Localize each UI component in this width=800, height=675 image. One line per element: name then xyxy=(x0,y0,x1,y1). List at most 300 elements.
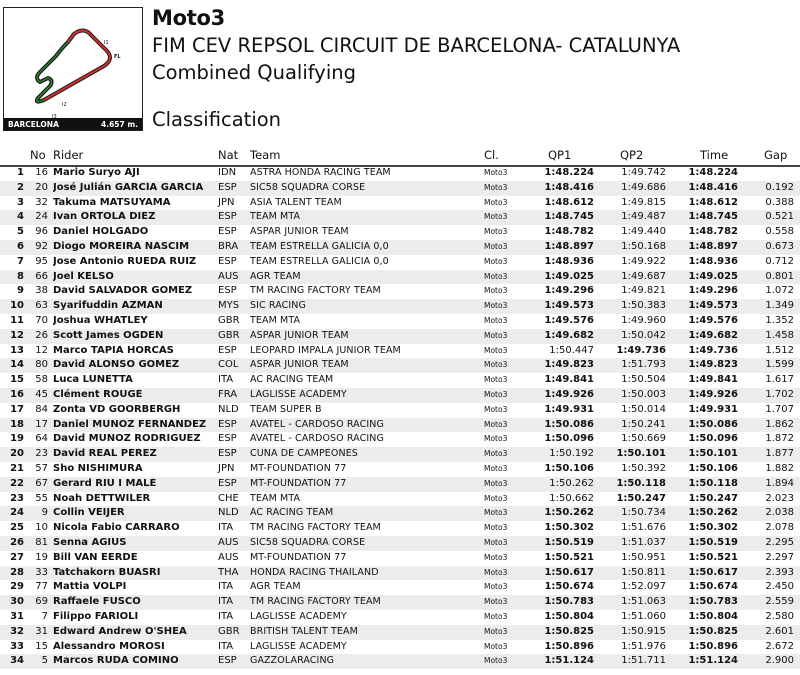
cell-nat: ITA xyxy=(218,640,234,652)
cell-time: 1:48.745 xyxy=(688,211,738,223)
cell-cl: Moto3 xyxy=(484,345,508,355)
cell-team: MT-FOUNDATION 77 xyxy=(250,477,347,489)
cell-gap: 1.702 xyxy=(765,388,794,400)
table-row xyxy=(0,210,800,225)
cell-gap: 0.673 xyxy=(765,240,794,252)
cell-qp2: 1:50.915 xyxy=(621,625,666,637)
cell-rider: José Julián GARCÍA GARCÍA xyxy=(53,181,204,193)
cell-qp1: 1:50.086 xyxy=(544,418,594,430)
cell-pos: 27 xyxy=(10,551,24,563)
cell-no: 70 xyxy=(35,314,48,326)
cell-cl: Moto3 xyxy=(484,286,508,296)
cell-qp2: 1:50.951 xyxy=(621,551,666,563)
cell-qp2: 1:49.960 xyxy=(621,314,666,326)
cell-nat: AUS xyxy=(218,551,239,563)
cell-team: TEAM MTA xyxy=(250,314,301,326)
cell-qp1: 1:49.296 xyxy=(544,285,594,297)
cell-team: TEAM ESTRELLA GALICIA 0,0 xyxy=(250,255,389,267)
cell-nat: NLD xyxy=(218,507,239,519)
table-row xyxy=(0,314,800,329)
cell-no: 66 xyxy=(35,270,48,282)
cell-qp2: 1:49.687 xyxy=(621,270,666,282)
cell-pos: 1 xyxy=(17,167,24,178)
cell-no: 24 xyxy=(35,211,48,223)
cell-cl: Moto3 xyxy=(484,419,508,429)
cell-rider: Joshua WHATLEY xyxy=(53,314,148,326)
cell-team: MT-FOUNDATION 77 xyxy=(250,551,347,563)
cell-qp2: 1:50.811 xyxy=(621,566,666,578)
table-row xyxy=(0,255,800,270)
cell-cl: Moto3 xyxy=(484,404,508,414)
cell-rider: Zonta VD GOORBERGH xyxy=(53,403,181,415)
cell-gap: 2.580 xyxy=(765,610,794,622)
cell-time: 1:50.783 xyxy=(688,596,738,608)
category-title: Moto3 xyxy=(152,6,225,30)
cell-qp2: 1:50.118 xyxy=(616,477,666,489)
cell-no: 95 xyxy=(35,255,48,267)
cell-qp2: 1:49.821 xyxy=(621,285,666,297)
table-row xyxy=(0,358,800,373)
cell-qp1: 1:50.521 xyxy=(544,551,594,563)
cell-qp2: 1:49.815 xyxy=(621,196,666,208)
cell-team: SIC RACING xyxy=(250,300,306,312)
cell-nat: ESP xyxy=(218,211,237,223)
cell-qp2: 1:49.686 xyxy=(621,181,666,193)
table-row xyxy=(0,640,800,655)
cell-nat: ESP xyxy=(218,477,237,489)
map-label-i1: I1 xyxy=(104,40,109,46)
cell-cl: Moto3 xyxy=(484,493,508,503)
cell-time: 1:51.124 xyxy=(688,655,738,667)
cell-team: LAGLISSE ACADEMY xyxy=(250,610,347,622)
cell-no: 55 xyxy=(35,492,48,504)
cell-rider: David SALVADOR GÓMEZ xyxy=(53,285,193,297)
cell-time: 1:50.674 xyxy=(688,581,738,593)
cell-time: 1:49.573 xyxy=(688,300,738,312)
cell-time: 1:50.096 xyxy=(688,433,738,445)
cell-team: AGR TEAM xyxy=(250,270,301,282)
cell-rider: David REAL PÉREZ xyxy=(53,448,157,460)
cell-time: 1:49.841 xyxy=(688,374,738,386)
cell-qp2: 1:49.742 xyxy=(621,167,666,178)
cell-nat: ESP xyxy=(218,181,237,193)
cell-rider: Mario Suryo AJI xyxy=(53,167,140,178)
cell-rider: Diogo MOREIRA NASCIM xyxy=(53,240,190,252)
col-nat: Nat xyxy=(218,148,239,162)
cell-nat: AUS xyxy=(218,536,239,548)
cell-qp1: 1:49.926 xyxy=(544,388,594,400)
cell-cl: Moto3 xyxy=(484,523,508,533)
cell-nat: IDN xyxy=(218,167,237,178)
cell-qp1: 1:49.573 xyxy=(544,300,594,312)
table-row xyxy=(0,506,800,521)
map-label-fl: FL xyxy=(114,54,121,60)
cell-qp1: 1:50.096 xyxy=(544,433,594,445)
cell-gap: 1.458 xyxy=(765,329,794,341)
cell-no: 7 xyxy=(41,610,48,622)
cell-qp1: 1:48.416 xyxy=(544,181,594,193)
table-row xyxy=(0,344,800,359)
cell-nat: FRA xyxy=(218,388,238,400)
cell-nat: JPN xyxy=(218,196,235,208)
cell-cl: Moto3 xyxy=(484,582,508,592)
cell-gap: 1.862 xyxy=(765,418,794,430)
cell-gap: 2.023 xyxy=(765,492,794,504)
circuit-footer xyxy=(4,118,142,130)
cell-nat: COL xyxy=(218,359,239,371)
cell-no: 67 xyxy=(35,477,48,489)
cell-qp2: 1:50.734 xyxy=(621,507,666,519)
cell-cl: Moto3 xyxy=(484,271,508,281)
cell-rider: Scott James OGDEN xyxy=(53,329,164,341)
cell-qp2: 1:51.711 xyxy=(621,655,666,667)
col-team: Team xyxy=(250,148,281,162)
table-row xyxy=(0,329,800,344)
table-row xyxy=(0,418,800,433)
cell-qp1: 1:50.447 xyxy=(549,344,594,356)
cell-gap: 0.192 xyxy=(765,181,794,193)
cell-qp2: 1:50.669 xyxy=(621,433,666,445)
cell-time: 1:50.302 xyxy=(688,522,738,534)
table-row xyxy=(0,477,800,492)
cell-team: ASPAR JUNIOR TEAM xyxy=(250,359,349,371)
cell-qp2: 1:50.003 xyxy=(621,388,666,400)
cell-no: 9 xyxy=(41,507,48,519)
cell-cl: Moto3 xyxy=(484,611,508,621)
cell-gap: 1.877 xyxy=(765,448,794,460)
cell-qp2: 1:50.383 xyxy=(621,300,666,312)
table-row xyxy=(0,595,800,610)
cell-cl: Moto3 xyxy=(484,212,508,222)
cell-qp2: 1:50.504 xyxy=(621,374,666,386)
cell-pos: 10 xyxy=(10,300,24,312)
cell-no: 31 xyxy=(35,625,48,637)
cell-nat: ITA xyxy=(218,522,234,534)
cell-pos: 8 xyxy=(17,270,24,282)
cell-gap: 0.801 xyxy=(765,270,794,282)
cell-team: LAGLISSE ACADEMY xyxy=(250,388,347,400)
cell-nat: ESP xyxy=(218,448,237,460)
cell-gap: 1.072 xyxy=(765,285,794,297)
table-row xyxy=(0,240,800,255)
cell-pos: 13 xyxy=(10,344,24,356)
table-row xyxy=(0,181,800,196)
cell-pos: 34 xyxy=(10,655,24,667)
cell-pos: 2 xyxy=(17,181,24,193)
cell-gap: 2.295 xyxy=(765,536,794,548)
cell-rider: Marcos RUDA COMINO xyxy=(53,655,179,667)
cell-time: 1:50.262 xyxy=(688,507,738,519)
cell-qp1: 1:48.897 xyxy=(544,240,594,252)
cell-time: 1:49.296 xyxy=(688,285,738,297)
cell-rider: Syarifuddin AZMAN xyxy=(53,300,163,312)
cell-qp2: 1:50.247 xyxy=(616,492,666,504)
cell-rider: Bill VAN EERDE xyxy=(53,551,138,563)
cell-cl: Moto3 xyxy=(484,197,508,207)
cell-rider: Daniel MUÑOZ FERNÁNDEZ xyxy=(53,418,207,430)
cell-no: 80 xyxy=(35,359,48,371)
cell-qp2: 1:51.793 xyxy=(621,359,666,371)
cell-qp1: 1:50.896 xyxy=(544,640,594,652)
cell-time: 1:50.247 xyxy=(688,492,738,504)
cell-rider: David MUÑOZ RODRÍGUEZ xyxy=(53,433,201,445)
cell-time: 1:50.118 xyxy=(688,477,738,489)
cell-qp1: 1:49.931 xyxy=(544,403,594,415)
cell-rider: Ivan ORTOLÁ DIEZ xyxy=(53,211,156,223)
cell-qp2: 1:50.014 xyxy=(621,403,666,415)
cell-qp2: 1:51.060 xyxy=(621,610,666,622)
map-label-i2: I2 xyxy=(62,102,67,108)
cell-qp1: 1:48.612 xyxy=(544,196,594,208)
cell-cl: Moto3 xyxy=(484,241,508,251)
cell-team: TM RACING FACTORY TEAM xyxy=(250,285,381,297)
cell-cl: Moto3 xyxy=(484,375,508,385)
cell-gap: 2.601 xyxy=(765,625,794,637)
cell-team: SIC58 SQUADRA CORSE xyxy=(250,181,366,193)
cell-pos: 19 xyxy=(10,433,24,445)
cell-time: 1:50.896 xyxy=(688,640,738,652)
cell-cl: Moto3 xyxy=(484,508,508,518)
col-cl: Cl. xyxy=(484,148,499,162)
cell-no: 69 xyxy=(35,596,48,608)
cell-cl: Moto3 xyxy=(484,227,508,237)
cell-no: 15 xyxy=(35,640,48,652)
cell-team: AC RACING TEAM xyxy=(250,507,334,519)
cell-no: 33 xyxy=(35,566,48,578)
table-row xyxy=(0,270,800,285)
cell-qp2: 1:51.063 xyxy=(621,596,666,608)
map-label-i3: I3 xyxy=(52,114,57,118)
cell-time: 1:48.224 xyxy=(688,167,738,178)
cell-no: 81 xyxy=(35,536,48,548)
cell-pos: 14 xyxy=(10,359,24,371)
cell-no: 10 xyxy=(35,522,48,534)
cell-pos: 30 xyxy=(10,596,24,608)
cell-nat: ITA xyxy=(218,374,234,386)
table-row xyxy=(0,284,800,299)
cell-qp1: 1:50.617 xyxy=(544,566,594,578)
table-row xyxy=(0,373,800,388)
cell-qp2: 1:51.976 xyxy=(621,640,666,652)
cell-no: 64 xyxy=(35,433,48,445)
cell-gap: 1.349 xyxy=(765,300,794,312)
table-row xyxy=(0,403,800,418)
cell-cl: Moto3 xyxy=(484,641,508,651)
cell-team: BRITISH TALENT TEAM xyxy=(250,625,358,637)
cell-cl: Moto3 xyxy=(484,168,508,177)
table-row xyxy=(0,462,800,477)
cell-time: 1:50.101 xyxy=(688,448,738,460)
cell-time: 1:49.736 xyxy=(688,344,738,356)
cell-time: 1:48.612 xyxy=(688,196,738,208)
cell-pos: 32 xyxy=(10,625,24,637)
cell-nat: ITA xyxy=(218,596,234,608)
cell-rider: David ALONSO GÓMEZ xyxy=(53,359,180,371)
cell-rider: Luca LUNETTA xyxy=(53,374,133,386)
cell-qp2: 1:50.168 xyxy=(621,240,666,252)
cell-pos: 5 xyxy=(17,226,24,238)
cell-cl: Moto3 xyxy=(484,552,508,562)
cell-no: 77 xyxy=(35,581,48,593)
cell-nat: BRA xyxy=(218,240,239,252)
cell-team: ASTRA HONDA RACING TEAM xyxy=(250,167,391,178)
circuit-length: 4.657 m. xyxy=(101,119,138,129)
cell-time: 1:49.926 xyxy=(688,388,738,400)
cell-no: 19 xyxy=(35,551,48,563)
cell-nat: ESP xyxy=(218,433,237,445)
cell-rider: Joel KELSO xyxy=(53,270,114,282)
cell-nat: ESP xyxy=(218,226,237,238)
cell-gap: 2.297 xyxy=(765,551,794,563)
table-row xyxy=(0,536,800,551)
cell-time: 1:48.416 xyxy=(688,181,738,193)
cell-nat: THA xyxy=(218,566,239,578)
table-row xyxy=(0,521,800,536)
cell-cl: Moto3 xyxy=(484,330,508,340)
cell-rider: Raffaele FUSCO xyxy=(53,596,141,608)
cell-nat: MYS xyxy=(218,300,240,312)
cell-gap: 1.599 xyxy=(765,359,794,371)
cell-qp1: 1:48.224 xyxy=(544,167,594,178)
col-gap: Gap xyxy=(764,148,788,162)
cell-pos: 17 xyxy=(10,403,24,415)
cell-qp1: 1:50.783 xyxy=(544,596,594,608)
cell-nat: ESP xyxy=(218,285,237,297)
cell-gap: 1.512 xyxy=(765,344,794,356)
cell-time: 1:49.025 xyxy=(688,270,738,282)
cell-time: 1:49.576 xyxy=(688,314,738,326)
cell-qp1: 1:49.823 xyxy=(544,359,594,371)
cell-team: GAZZOLARACING xyxy=(250,655,335,667)
cell-no: 38 xyxy=(35,285,48,297)
col-rider: Rider xyxy=(53,148,84,162)
cell-team: CUNA DE CAMPEONES xyxy=(250,448,358,460)
cell-rider: Nicola Fabio CARRARO xyxy=(53,522,180,534)
cell-no: 20 xyxy=(35,181,48,193)
table-row xyxy=(0,388,800,403)
cell-qp1: 1:48.936 xyxy=(544,255,594,267)
cell-rider: Senna AGIUS xyxy=(53,536,127,548)
cell-rider: Mattia VOLPI xyxy=(53,581,127,593)
cell-time: 1:50.106 xyxy=(688,462,738,474)
cell-gap: 1.882 xyxy=(765,462,794,474)
cell-nat: NLD xyxy=(218,403,239,415)
cell-time: 1:50.617 xyxy=(688,566,738,578)
cell-nat: GBR xyxy=(218,329,240,341)
cell-nat: ITA xyxy=(218,610,234,622)
cell-qp1: 1:50.519 xyxy=(544,536,594,548)
cell-gap: 1.617 xyxy=(765,374,794,386)
cell-rider: Marco TAPIA HORCAS xyxy=(53,344,174,356)
cell-rider: Clément ROUGÉ xyxy=(53,388,143,400)
cell-gap: 1.352 xyxy=(765,314,794,326)
col-time: Time xyxy=(700,148,729,162)
cell-team: SIC58 SQUADRA CORSE xyxy=(250,536,366,548)
cell-time: 1:50.521 xyxy=(688,551,738,563)
cell-team: MT-FOUNDATION 77 xyxy=(250,462,347,474)
cell-cl: Moto3 xyxy=(484,478,508,488)
cell-team: TEAM SUPER B xyxy=(250,403,322,415)
event-title: FIM CEV REPSOL CIRCUIT DE BARCELONA- CATALUNYA xyxy=(152,34,681,57)
cell-time: 1:50.825 xyxy=(688,625,738,637)
cell-qp2: 1:50.042 xyxy=(621,329,666,341)
table-row xyxy=(0,432,800,447)
cell-qp2: 1:51.037 xyxy=(621,536,666,548)
cell-pos: 23 xyxy=(10,492,24,504)
cell-no: 57 xyxy=(35,462,48,474)
cell-gap: 1.894 xyxy=(765,477,794,489)
table-row xyxy=(0,654,800,669)
cell-gap: 2.559 xyxy=(765,596,794,608)
cell-no: 58 xyxy=(35,374,48,386)
cell-gap: 0.521 xyxy=(765,211,794,223)
classification-table xyxy=(0,166,800,669)
cell-cl: Moto3 xyxy=(484,463,508,473)
cell-cl: Moto3 xyxy=(484,256,508,266)
cell-qp2: 1:52.097 xyxy=(621,581,666,593)
cell-pos: 7 xyxy=(17,255,24,267)
cell-time: 1:48.936 xyxy=(688,255,738,267)
cell-pos: 15 xyxy=(10,374,24,386)
cell-time: 1:48.897 xyxy=(688,240,738,252)
cell-time: 1:48.782 xyxy=(688,226,738,238)
cell-gap: 1.872 xyxy=(765,433,794,445)
cell-qp1: 1:48.782 xyxy=(544,226,594,238)
cell-nat: GBR xyxy=(218,625,240,637)
table-row xyxy=(0,196,800,211)
cell-pos: 6 xyxy=(17,240,24,252)
cell-qp1: 1:50.192 xyxy=(549,448,594,460)
session-title: Combined Qualifying xyxy=(152,61,356,84)
table-row xyxy=(0,447,800,462)
cell-qp1: 1:50.674 xyxy=(544,581,594,593)
cell-rider: Collin VEIJER xyxy=(53,507,125,519)
cell-team: TEAM ESTRELLA GALICIA 0,0 xyxy=(250,240,389,252)
cell-rider: Noah DETTWILER xyxy=(53,492,151,504)
cell-qp2: 1:49.736 xyxy=(616,344,666,356)
cell-pos: 18 xyxy=(10,418,24,430)
circuit-map-icon xyxy=(4,8,142,118)
cell-no: 63 xyxy=(35,300,48,312)
cell-cl: Moto3 xyxy=(484,626,508,636)
cell-no: 12 xyxy=(35,344,48,356)
cell-team: TM RACING FACTORY TEAM xyxy=(250,596,381,608)
cell-cl: Moto3 xyxy=(484,315,508,325)
cell-gap: 2.038 xyxy=(765,507,794,519)
cell-nat: AUS xyxy=(218,270,239,282)
cell-cl: Moto3 xyxy=(484,301,508,311)
table-row xyxy=(0,566,800,581)
cell-qp2: 1:49.440 xyxy=(621,226,666,238)
circuit-map xyxy=(3,7,143,131)
cell-time: 1:50.086 xyxy=(688,418,738,430)
cell-team: ASIA TALENT TEAM xyxy=(250,196,342,208)
cell-nat: GBR xyxy=(218,314,240,326)
cell-gap: 1.707 xyxy=(765,403,794,415)
cell-no: 92 xyxy=(35,240,48,252)
circuit-name: BARCELONA xyxy=(8,119,59,129)
cell-qp1: 1:50.106 xyxy=(544,462,594,474)
cell-qp1: 1:49.025 xyxy=(544,270,594,282)
cell-time: 1:49.682 xyxy=(688,329,738,341)
cell-team: LEOPARD IMPALA JUNIOR TEAM xyxy=(250,344,401,356)
cell-qp1: 1:50.262 xyxy=(544,507,594,519)
table-header xyxy=(0,143,800,167)
cell-pos: 3 xyxy=(17,196,24,208)
cell-no: 23 xyxy=(35,448,48,460)
cell-qp2: 1:50.101 xyxy=(616,448,666,460)
cell-pos: 9 xyxy=(17,285,24,297)
